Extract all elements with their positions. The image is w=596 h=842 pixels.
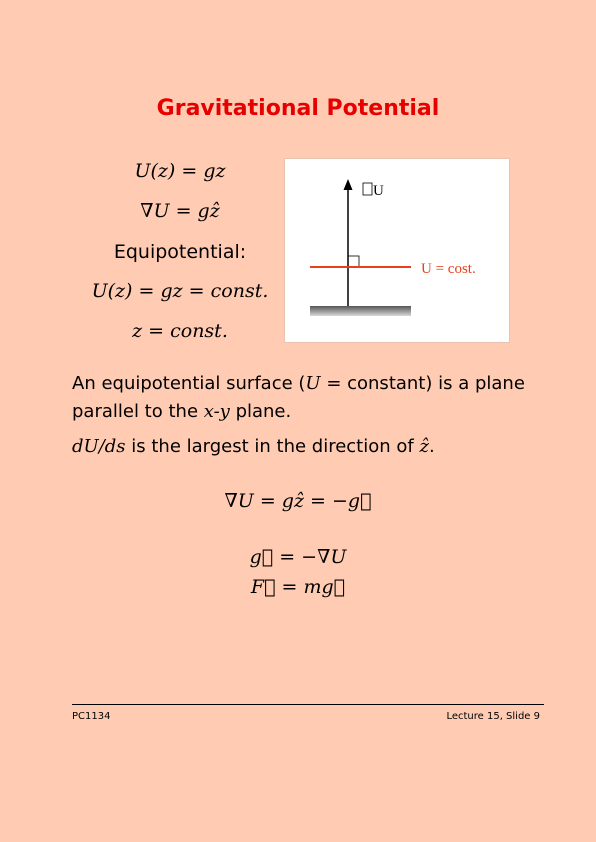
missing-glyph-box — [363, 183, 372, 195]
equipotential-heading: Equipotential: — [113, 241, 247, 263]
para2-text-a: is the largest in the direction of — [125, 436, 420, 457]
paragraph-equipotential-surface — [72, 370, 542, 426]
paragraph-largest-direction — [72, 433, 542, 461]
para2-math-duds: dU/ds — [72, 436, 126, 457]
equation-potential: U(z) = gz — [134, 160, 226, 182]
para1-text-b: = constant) is a plane parallel to the — [72, 373, 525, 422]
ground-surface — [310, 306, 411, 316]
footer-slide-info: Lecture 15, Slide 9 — [446, 711, 540, 722]
slide-title: Gravitational Potential — [156, 96, 440, 121]
para1-text-a: An equipotential surface ( — [72, 373, 306, 394]
gradient-label: U — [373, 183, 384, 199]
equipotential-diagram — [284, 158, 510, 343]
diagram-svg — [285, 159, 509, 342]
para1-math-xy: x-y — [203, 401, 230, 422]
para2-text-b: . — [428, 436, 435, 457]
right-angle-marker — [348, 256, 359, 267]
footer-course: PC1134 — [72, 711, 111, 722]
equipotential-label: U = cost. — [421, 261, 476, 277]
gradient-arrow-head — [344, 179, 353, 190]
para1-text-c: plane. — [229, 401, 292, 422]
equation-force: F⃗ = mg⃗ — [250, 576, 346, 598]
equation-gradient: ∇U = gẑ — [140, 200, 220, 222]
equation-gradient-g: ∇U = gẑ = −g⃗ — [224, 490, 372, 512]
footer-rule — [72, 704, 544, 705]
para2-math-zhat: ẑ — [419, 436, 429, 457]
para1-math-u: U — [305, 373, 321, 394]
equation-equipotential: U(z) = gz = const. — [91, 280, 269, 302]
equation-z-const: z = const. — [132, 320, 228, 342]
equation-g-field: g⃗ = −∇U — [249, 546, 347, 568]
